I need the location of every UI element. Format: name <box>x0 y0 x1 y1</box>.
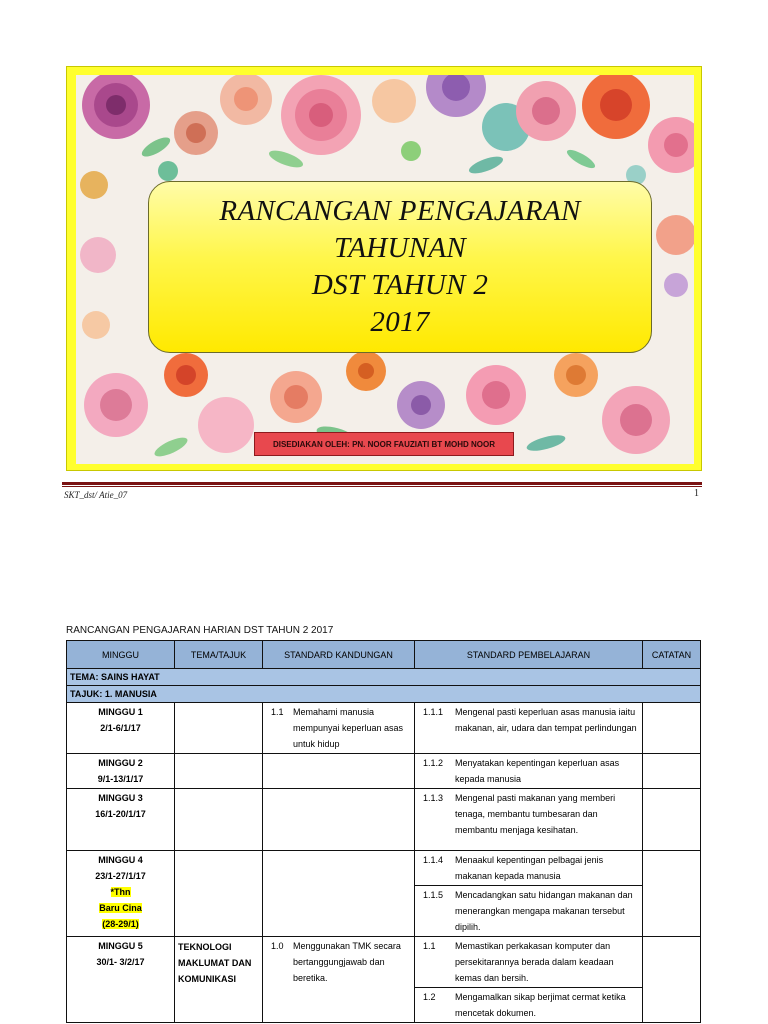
table-header-row <box>67 641 701 669</box>
week-cell <box>67 937 175 1023</box>
sp-number: 1.1 <box>423 941 436 951</box>
sk-number: 1.0 <box>271 941 284 951</box>
footer-divider-thin <box>62 486 702 487</box>
table-row <box>67 937 701 1023</box>
week-dates: 23/1-27/1/17 <box>95 871 146 881</box>
sp-text: Memastikan perkakasan komputer dan persekitarannya berada dalam keadaan kemas dan bersih. <box>455 941 614 983</box>
sk-cell <box>263 937 415 1023</box>
catatan-cell <box>643 851 701 937</box>
header-standard-kandungan: STANDARD KANDUNGAN <box>263 641 415 669</box>
week-cell <box>67 754 175 789</box>
section-tema: TEMA: SAINS HAYAT <box>67 669 701 686</box>
header-catatan: CATATAN <box>643 641 701 669</box>
cover-background <box>76 75 694 464</box>
footer-text: SKT_dst/ Atie_07 <box>64 490 128 500</box>
sp-cell <box>415 851 643 937</box>
header-tema: TEMA/TAJUK <box>175 641 263 669</box>
sp-text: Mengenal pasti keperluan asas manusia iaitu makanan, air, udara dan tempat perlindungan <box>455 707 637 733</box>
week-dates: 30/1- 3/2/17 <box>96 957 145 967</box>
week-label: MINGGU 2 <box>98 758 143 768</box>
footer-divider <box>62 482 702 485</box>
plan-caption: RANCANGAN PENGAJARAN HARIAN DST TAHUN 2 2017 <box>66 625 334 636</box>
week-cell <box>67 789 175 851</box>
week-label: MINGGU 1 <box>98 707 143 717</box>
sp-cell <box>415 754 643 789</box>
section-tajuk: TAJUK: 1. MANUSIA <box>67 686 701 703</box>
tema-cell <box>175 754 263 789</box>
week-label: MINGGU 5 <box>98 941 143 951</box>
sp-text: Mencadangkan satu hidangan makanan dan menerangkan mengapa makanan tersebut dipilih. <box>455 890 633 932</box>
title-line-4: 2017 <box>370 306 430 338</box>
sk-cell <box>263 703 415 754</box>
sp-number: 1.1.3 <box>423 793 444 803</box>
sp-text: Mengamalkan sikap berjimat cermat ketika mencetak dokumen. <box>455 992 626 1018</box>
catatan-cell <box>643 754 701 789</box>
sp-cell <box>415 703 643 754</box>
holiday-note: Baru Cina <box>99 903 142 913</box>
catatan-cell <box>643 937 701 1023</box>
sp-number: 1.1.5 <box>423 890 444 900</box>
section-row <box>67 686 701 703</box>
week-label: MINGGU 3 <box>98 793 143 803</box>
sk-number: 1.1 <box>271 707 284 717</box>
tema-cell: TEKNOLOGI MAKLUMAT DAN KOMUNIKASI <box>175 937 263 1023</box>
sp-text: Mengenal pasti makanan yang memberi tenaga, membantu tumbesaran dan membantu menjaga kesihatan. <box>455 793 616 835</box>
lesson-plan-table <box>66 640 701 1023</box>
sk-text: Menggunakan TMK secara bertanggungjawab dan beretika. <box>293 941 401 983</box>
sk-text: Memahami manusia mempunyai keperluan asas untuk hidup <box>293 707 404 749</box>
sp-number: 1.1.2 <box>423 758 444 768</box>
title-box <box>148 181 652 353</box>
week-cell <box>67 703 175 754</box>
catatan-cell <box>643 703 701 754</box>
week-label: MINGGU 4 <box>98 855 143 865</box>
title-line-1: RANCANGAN PENGAJARAN <box>219 195 581 227</box>
sp-cell <box>415 937 643 1023</box>
page-number: 1 <box>694 488 699 499</box>
header-minggu: MINGGU <box>67 641 175 669</box>
sp-cell <box>415 789 643 851</box>
sp-number: 1.1.1 <box>423 707 444 717</box>
header-standard-pembelajaran: STANDARD PEMBELAJARAN <box>415 641 643 669</box>
sk-cell <box>263 789 415 851</box>
table-row <box>67 754 701 789</box>
title-line-2: TAHUNAN <box>333 232 467 264</box>
section-row <box>67 669 701 686</box>
sp-number: 1.2 <box>423 992 436 1002</box>
week-cell <box>67 851 175 937</box>
sk-cell <box>263 754 415 789</box>
sp-number: 1.1.4 <box>423 855 444 865</box>
sk-cell <box>263 851 415 937</box>
title-line-3: DST TAHUN 2 <box>311 269 489 301</box>
week-dates: 2/1-6/1/17 <box>100 723 141 733</box>
tema-cell <box>175 703 263 754</box>
table-row <box>67 703 701 754</box>
prepared-by-label: DISEDIAKAN OLEH: PN. NOOR FAUZIATI BT MOHD NOOR <box>254 432 514 456</box>
tema-cell <box>175 789 263 851</box>
week-dates: 16/1-20/1/17 <box>95 809 146 819</box>
table-row <box>67 851 701 937</box>
catatan-cell <box>643 789 701 851</box>
sp-text: Menyatakan kepentingan keperluan asas kepada manusia <box>455 758 620 784</box>
sp-text: Menaakul kepentingan pelbagai jenis makanan kepada manusia <box>455 855 604 881</box>
holiday-note: (28-29/1) <box>102 919 139 929</box>
holiday-note: *Thn <box>110 887 131 897</box>
cover-frame <box>66 66 702 471</box>
table-row <box>67 789 701 851</box>
week-dates: 9/1-13/1/17 <box>97 774 144 784</box>
tema-cell <box>175 851 263 937</box>
